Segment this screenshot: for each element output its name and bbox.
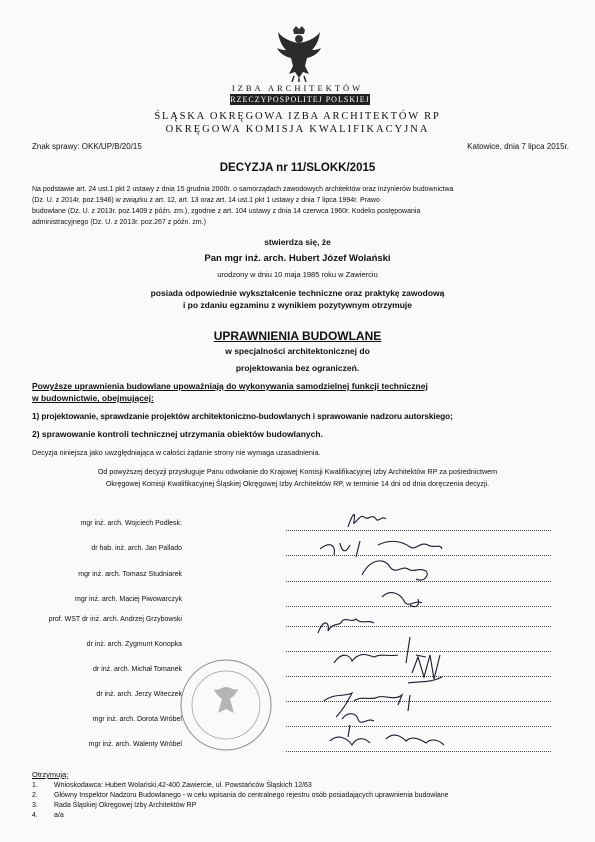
recipients-heading: Otrzymują: [32,770,69,779]
legal-basis-line: (Dz. U. z 2014r. poz.1946) w związku z art. 12, art. 13 oraz art. 14 ust.1 pkt 1 ustawy z dnia 7 lipca 1994r. Prawo [32,197,380,204]
commission-name: OKRĘGOWA KOMISJA KWALIFIKACYJNA [165,124,430,135]
organization-name: ŚLĄSKA OKRĘGOWA IZBA ARCHITEKTÓW RP [154,111,441,122]
member-name: mgr inż. arch. Walenty Wróbel [88,741,182,748]
round-seal-stamp [178,657,274,753]
place-date: Katowice, dnia 7 lipca 2015r. [467,142,569,151]
recipient-item-number: 2. [32,792,38,799]
appeal-line: Okręgowej Komisji Kwalifikacyjnej Śląskiej Okręgowej Izby Architektów RP, w terminie 14 dni od dnia doręczenia decyzji. [105,479,490,488]
birth-info: urodzony w dniu 10 maja 1985 roku w Zawierciu [217,270,378,279]
legal-basis [32,184,570,228]
specialty-line: projektowania bez ograniczeń. [235,363,360,373]
recipient-name: Pan mgr inż. arch. Hubert Józef Wolański [204,253,391,264]
recipient-item-text: Wnioskodawca: Hubert Wolański,42-400 Zawiercie, ul. Powstańców Śląskich 12/63 [54,782,312,789]
legal-basis-line: budowlane (Dz. U. z 2013r. poz.1409 z późn. zm.), zgodnie z art. 104 ustawy z dnia 14 czerwca 1960r. Kodeks postępowania [32,208,421,215]
member-name: prof. WST dr inż. arch. Andrzej Grzybowski [48,616,182,623]
permissions-title: UPRAWNIENIA BUDOWLANE [213,329,382,343]
eagle-emblem-icon [276,26,322,82]
recipient-item-text: Rada Śląskiej Okręgowej Izby Architektów RP [54,802,197,809]
recipient-item [32,792,449,799]
scope-intro: Powyższe uprawnienia budowlane upoważniają do wykonywania samodzielnej funkcji technicznej [32,381,428,391]
member-name: mgr inż. arch. Maciej Piwowarczyk [75,596,182,603]
member-name: dr inż. arch. Jerzy Witeczek [96,691,182,698]
member-name: mgr inż. arch. Wojciech Podlesk: [80,520,182,527]
qualification-line: i po zdaniu egzaminu z wynikiem pozytywnym otrzymuje [182,300,413,310]
recipient-item-text: Główny Inspektor Nadzoru Budowlanego - w celu wpisania do centralnego rejestru osób posiadających uprawnienia budowlane [54,792,449,799]
member-name: dr inż. arch. Zygmunt Konopka [86,641,182,648]
member-name: dr hab. inż. arch. Jan Pallado [91,545,182,552]
scope-item: 2) sprawowanie kontroli technicznej utrzymania obiektów budowlanych. [32,429,323,439]
case-number: Znak sprawy: OKK/UP/B/20/15 [32,142,142,151]
appeal-line: Od powyższej decyzji przysługuje Panu odwołanie do Krajowej Komisji Kwalifikacyjnej Izby Architektów RP za pośrednictwem [97,467,498,476]
legal-basis-line: Na podstawie art. 24 ust.1 pkt 2 ustawy z dnia 15 grudnia 2000r. o samorządach zawodowych architektów oraz inżynierów budownictwa [32,186,454,193]
qualification-line: posiada odpowiednie wykształcenie techniczne oraz praktykę zawodową [150,288,445,298]
member-name: mgr inż. arch. Dorota Wróbel [92,716,182,723]
legal-basis-line: administracyjnego (Dz. U. z 2013r. poz.267 z późn. zm.) [32,219,206,226]
member-name: mgr inż. arch. Tomasz Studniarek [78,571,182,578]
decision-title: DECYZJA nr 11/SLOKK/2015 [219,162,376,174]
scope-section [32,380,577,440]
recipient-item-number: 1. [32,782,38,789]
states-phrase: stwierdza się, że [264,237,331,247]
recipient-item-text: a/a [54,812,64,819]
chamber-name-line1: IZBA ARCHITEKTÓW [231,83,364,93]
recipient-item [32,812,64,819]
recipient-item-number: 4. [32,812,38,819]
justification-note: Decyzja niniejsza jako uwzględniająca w całości żądanie strony nie wymaga uzasadnienia. [32,448,321,457]
scope-item: 1) projektowanie, sprawdzanie projektów architektoniczno-budowlanych i sprawowanie nadzoru autorskiego; [32,411,453,421]
chamber-name-line2: RZECZYPOSPOLITEJ POLSKIEJ [230,95,370,104]
member-name: dr inż. arch. Michał Tomanek [93,666,182,673]
recipient-item [32,802,196,809]
handwritten-signatures [290,505,550,760]
specialty-line: w specjalności architektonicznej do [225,346,370,356]
scope-intro: w budownictwie, obejmującej: [32,393,154,403]
recipient-item [32,782,312,789]
recipient-item-number: 3. [32,802,38,809]
